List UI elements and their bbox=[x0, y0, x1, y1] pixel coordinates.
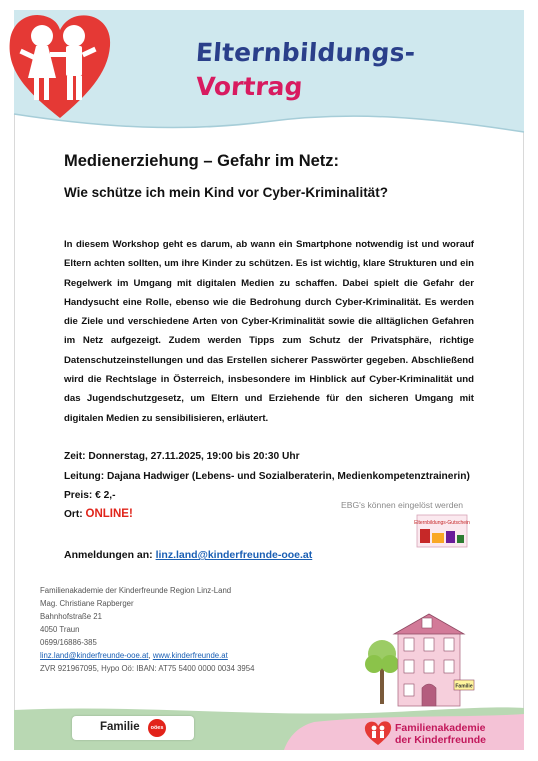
ebg-voucher-image bbox=[414, 515, 470, 547]
contact-street: Bahnhofstraße 21 bbox=[40, 612, 102, 621]
academy-heart-logo-icon bbox=[364, 720, 392, 746]
academy-title bbox=[395, 722, 486, 746]
contact-person: Mag. Christiane Rapberger bbox=[40, 599, 134, 608]
workshop-description: In diesem Workshop geht es darum, ab wann ein Smartphone notwendig ist und worauf Eltern achten sollten, um ihre Kinder zu schützen. Es ist wichtig, klare Strukturen und ein Regelwerk im Umgang mit digitalen Medien zu schaffen. Dabei spielt die Gefahr der Handysucht eine Rolle, ebenso wie die Bedrohung durch Cyber-Kriminalität. Es werden die Ziele und verschiedene Arten von Cyber-Kriminalität sowie die alltäglichen Gefahren im Netz aufgezeigt. Zudem werden Tipps zum Schutz der Privatsphäre, richtige Datenschutzeinstellungen und das Erstellen sicherer Passwörter gegeben. Abschließend wird die Rechtslage in Österreich, insbesondere im Hinblick auf Cyber-Kriminalität und das Jugendschutzgesetz, um Eltern und Erziehende für den sicheren Umgang mit digitalen Medien zu sensibilisieren, erläutert. bbox=[64, 239, 474, 424]
contact-links bbox=[40, 649, 228, 662]
title-vortrag: Vortrag bbox=[194, 72, 304, 101]
registration-label: Anmeldungen an: bbox=[64, 549, 156, 561]
academy-title-line1: Familienakademie bbox=[395, 722, 486, 734]
academy-title-line2: der Kinderfreunde bbox=[395, 734, 487, 746]
ebg-card-label: Elternbildungs-Gutschein bbox=[414, 520, 470, 526]
contact-web-link[interactable]: www.kinderfreunde.at bbox=[152, 651, 228, 660]
ebg-note: EBG's können eingelöst werden bbox=[341, 500, 464, 510]
location-value: ONLINE! bbox=[85, 508, 133, 520]
familie-badge-label: Familie bbox=[100, 721, 140, 733]
page-title: Medienerziehung – Gefahr im Netz: bbox=[64, 152, 340, 170]
contact-phone: 0699/16886-385 bbox=[40, 638, 97, 647]
location-label: Ort: bbox=[64, 509, 86, 520]
oeoes-logo-icon: oöes bbox=[148, 719, 166, 737]
familie-badge bbox=[72, 716, 194, 740]
contact-email-link[interactable]: linz.land@kinderfreunde-ooe.at bbox=[40, 651, 149, 660]
event-location bbox=[64, 508, 133, 520]
registration-email-link[interactable]: linz.land@kinderfreunde-ooe.at bbox=[155, 549, 313, 561]
event-lead: Leitung: Dajana Hadwiger (Lebens- und Sozialberaterin, Medienkompetenztrainerin) bbox=[64, 471, 470, 482]
event-time: Zeit: Donnerstag, 27.11.2025, 19:00 bis 20:30 Uhr bbox=[64, 451, 300, 462]
children-heart-logo bbox=[6, 6, 114, 124]
page-subtitle: Wie schütze ich mein Kind vor Cyber-Kriminalität? bbox=[64, 185, 388, 200]
contact-city: 4050 Traun bbox=[40, 625, 80, 634]
contact-separator: , bbox=[148, 651, 153, 660]
event-price: Preis: € 2,- bbox=[64, 490, 116, 501]
house-illustration bbox=[358, 612, 478, 708]
contact-bank: ZVR 921967095, Hypo Oö: IBAN: AT75 5400 0000 0034 3954 bbox=[40, 664, 255, 673]
title-elternbildung: Elternbildungs- bbox=[194, 38, 417, 67]
house-sign-label: Familie bbox=[455, 683, 473, 690]
registration bbox=[64, 549, 312, 561]
contact-org: Familienakademie der Kinderfreunde Region Linz-Land bbox=[40, 586, 232, 595]
